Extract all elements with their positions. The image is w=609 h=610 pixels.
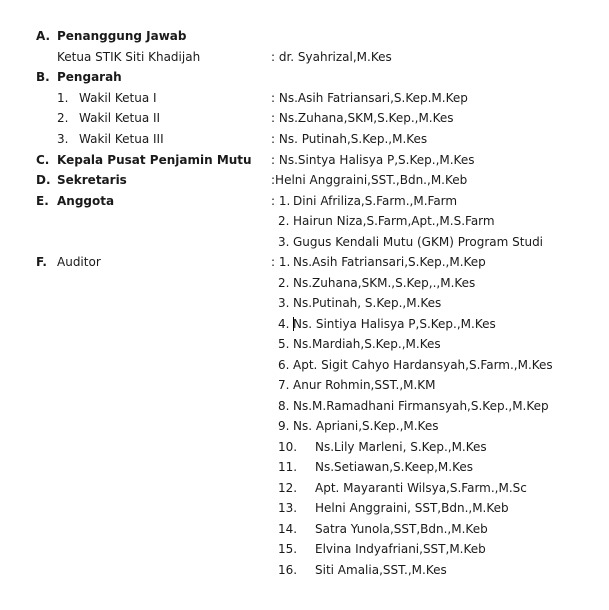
section-b-header [0,68,609,86]
list-item [0,335,609,353]
section-d-header [0,171,609,189]
list-text: Apt. Mayaranti Wilsya,S.Farm.,M.Sc [315,481,527,495]
role-value: : dr. Syahrizal,M.Kes [271,50,392,64]
list-text: Satra Yunola,SST,Bdn.,M.Keb [315,522,488,536]
section-e-header [0,192,609,210]
role-value: : Ns.Sintya Halisya P,S.Kep.,M.Kes [271,153,475,167]
role-value: : Ns.Zuhana,SKM,S.Kep.,M.Kes [271,111,454,125]
section-letter: B. [36,70,50,84]
list-item [0,458,609,476]
section-heading: Pengarah [57,70,122,84]
section-a-header [0,27,609,45]
role-value: :Helni Anggraini,SST.,Bdn.,M.Keb [271,173,468,187]
list-number: 4. [278,317,290,331]
list-text: Hairun Niza,S.Farm,Apt.,M.S.Farm [293,214,495,228]
role-label: Wakil Ketua III [79,132,164,146]
role-value: : Ns.Asih Fatriansari,S.Kep.M.Kep [271,91,468,105]
role-value: : Ns. Putinah,S.Kep.,M.Kes [271,132,428,146]
list-number: 3. [278,235,290,249]
list-number: 7. [278,378,290,392]
role-label: Ketua STIK Siti Khadijah [57,50,201,64]
list-text: Ns. Sintiya Halisya P,S.Kep.,M.Kes [293,317,496,331]
section-letter: C. [36,153,50,167]
list-item [0,499,609,517]
list-text: Ns.M.Ramadhani Firmansyah,S.Kep.,M.Kep [293,399,549,413]
list-item [0,274,609,292]
section-letter: F. [36,255,47,269]
section-heading: Anggota [57,194,115,208]
list-item [0,520,609,538]
section-b-row [0,89,609,107]
list-number: 15. [278,542,298,556]
section-heading: Auditor [57,255,101,269]
list-number: 3. [278,296,290,310]
section-heading: Kepala Pusat Penjamin Mutu [57,153,252,167]
list-number: 16. [278,563,298,577]
list-item [0,356,609,374]
section-a-row [0,48,609,66]
list-item [0,561,609,579]
section-f-header [0,253,609,271]
role-number: 3. [57,132,69,146]
list-text: Ns.Setiawan,S.Keep,M.Kes [315,460,473,474]
role-label: Wakil Ketua II [79,111,161,125]
list-number: 8. [278,399,290,413]
role-number: 2. [57,111,69,125]
list-text: Siti Amalia,SST.,M.Kes [315,563,447,577]
list-item [0,233,609,251]
list-number: : 1. [271,255,291,269]
list-item [0,294,609,312]
list-number: 5. [278,337,290,351]
list-number: 6. [278,358,290,372]
list-item [0,376,609,394]
section-letter: E. [36,194,49,208]
list-text: Helni Anggraini, SST,Bdn.,M.Keb [315,501,509,515]
list-number: 2. [278,214,290,228]
role-number: 1. [57,91,69,105]
list-item [0,315,609,333]
list-number: 11. [278,460,298,474]
section-heading: Sekretaris [57,173,127,187]
section-b-row [0,109,609,127]
list-text: Apt. Sigit Cahyo Hardansyah,S.Farm.,M.Kes [293,358,553,372]
list-text: Ns. Apriani,S.Kep.,M.Kes [293,419,439,433]
list-text: Anur Rohmin,SST.,M.KM [293,378,436,392]
section-letter: A. [36,29,51,43]
list-number: 10. [278,440,298,454]
list-text: Elvina Indyafriani,SST,M.Keb [315,542,486,556]
section-b-row [0,130,609,148]
list-item [0,540,609,558]
list-text: Gugus Kendali Mutu (GKM) Program Studi [293,235,544,249]
list-text: Ns.Mardiah,S.Kep.,M.Kes [293,337,441,351]
list-number: : 1. [271,194,291,208]
list-text: Ns.Zuhana,SKM.,S.Kep,.,M.Kes [293,276,476,290]
role-label: Wakil Ketua I [79,91,157,105]
list-item [0,417,609,435]
list-number: 2. [278,276,290,290]
section-c-header [0,151,609,169]
list-item [0,212,609,230]
list-number: 14. [278,522,298,536]
list-item [0,438,609,456]
list-item [0,397,609,415]
list-text: Ns.Putinah, S.Kep.,M.Kes [293,296,442,310]
list-number: 12. [278,481,298,495]
section-letter: D. [36,173,51,187]
list-number: 13. [278,501,298,515]
section-heading: Penanggung Jawab [57,29,187,43]
list-item [0,479,609,497]
list-number: 9. [278,419,290,433]
list-text: Ns.Asih Fatriansari,S.Kep.,M.Kep [293,255,486,269]
list-text: Dini Afriliza,S.Farm.,M.Farm [293,194,458,208]
list-text: Ns.Lily Marleni, S.Kep.,M.Kes [315,440,487,454]
